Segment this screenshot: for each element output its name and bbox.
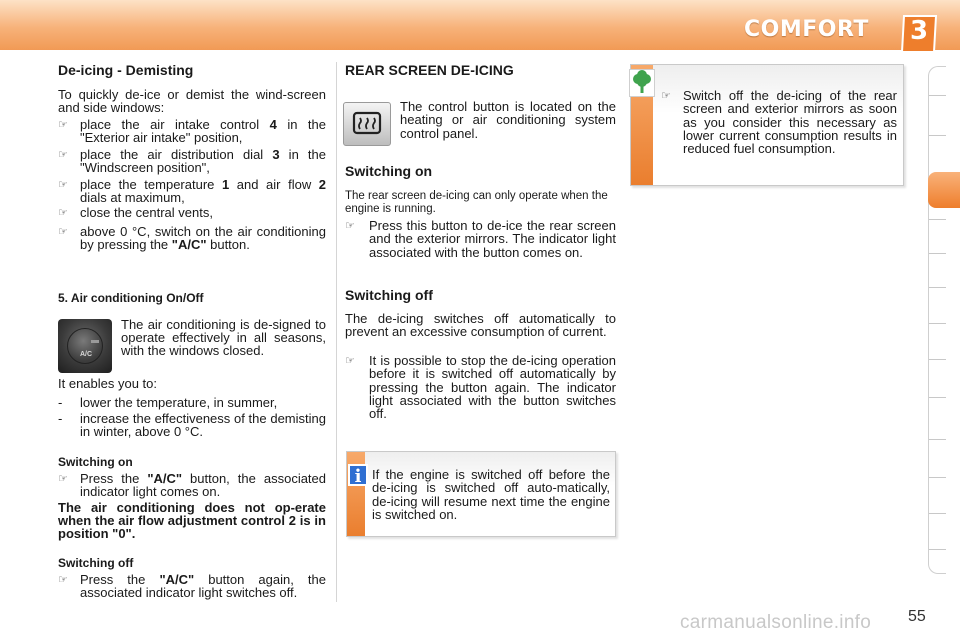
ac-section-title: 5. Air conditioning On/Off <box>58 291 204 305</box>
rear-defrost-icon <box>344 103 390 145</box>
tab-comfort-active[interactable] <box>928 172 960 208</box>
eco-tip-box <box>630 64 904 186</box>
chapter-tabs[interactable] <box>928 66 946 574</box>
chapter-badge <box>898 13 940 55</box>
tab-divider <box>929 95 946 96</box>
info-text: If the engine is switched off before the de-icing is switched off auto-matically, de-icing will resume next time the engine is switched on. <box>372 467 610 522</box>
tab-divider <box>929 253 946 254</box>
eco-box-body <box>653 65 903 185</box>
pointing-hand-icon: ☞ <box>58 225 68 238</box>
dash-item-lower-temp: lower the temperature, in summer, <box>80 395 278 410</box>
chapter-number: 3 <box>909 16 929 46</box>
pointing-hand-icon: ☞ <box>58 118 68 131</box>
press-defrost-bullet: Press this button to de-ice the rear screen and the exterior mirrors. The indicator light associated with the button comes on. <box>369 218 616 260</box>
bullet-distribution: place the air distribution dial 3 in the "Windscreen position", <box>80 147 326 176</box>
tab-divider <box>929 219 946 220</box>
pointing-hand-icon: ☞ <box>58 472 68 485</box>
left-switching-off-title: Switching off <box>58 556 134 570</box>
tab-divider <box>929 549 946 550</box>
chapter-title: COMFORT <box>744 17 869 42</box>
pointing-hand-icon: ☞ <box>58 178 68 191</box>
pointing-hand-icon: ☞ <box>58 148 68 161</box>
pointing-hand-icon: ☞ <box>58 573 68 586</box>
rear-defrost-button-image <box>343 102 391 146</box>
ac-description: The air conditioning is de-signed to operate effectively in all seasons, with the windows closed. <box>121 317 326 358</box>
column-separator <box>336 62 337 602</box>
bullet-air-intake: place the air intake control 4 in the "Exterior air intake" position, <box>80 117 326 146</box>
tab-divider <box>929 439 946 440</box>
stop-deicing-bullet: It is possible to stop the de-icing operation before it is switched off automatically by pressing the button again. The indicator light associated with the button switches off. <box>369 353 616 422</box>
pointing-hand-icon: ☞ <box>345 354 355 367</box>
tab-divider <box>929 359 946 360</box>
eco-tree-icon <box>629 69 655 97</box>
pointing-hand-icon: ☞ <box>58 206 68 219</box>
bullet-temperature: place the temperature 1 and air flow 2 dials at maximum, <box>80 177 327 206</box>
info-icon: i <box>348 464 368 486</box>
pointing-hand-icon: ☞ <box>661 89 671 102</box>
ac-button-image <box>58 319 112 373</box>
tab-divider <box>929 397 946 398</box>
ac-button-label: A/C <box>79 351 93 358</box>
left-switching-on-title: Switching on <box>58 455 133 469</box>
pointing-hand-icon: ☞ <box>345 219 355 232</box>
tab-divider <box>929 513 946 514</box>
page-number: 55 <box>908 608 926 625</box>
watermark: carmanualsonline.info <box>680 612 872 633</box>
auto-switch-off-text: The de-icing switches off automatically to prevent an excessive consumption of current. <box>345 311 616 340</box>
dash-item-demisting: increase the effectiveness of the demisting in winter, above 0 °C. <box>80 411 326 440</box>
tab-divider <box>929 323 946 324</box>
section-title-deicing: De-icing - Demisting <box>58 62 194 78</box>
dash-bullet: - <box>58 411 63 426</box>
section-title-rear-screen: REAR SCREEN DE-ICING <box>345 62 514 78</box>
left-switching-on-bullet: Press the "A/C" button, the associated indicator light comes on. <box>80 471 327 500</box>
middle-switching-off-title: Switching off <box>345 287 433 303</box>
middle-switching-on-title: Switching on <box>345 163 433 179</box>
ac-enables-text: It enables you to: <box>58 376 158 391</box>
ac-indicator-light <box>91 340 99 343</box>
intro-text: To quickly de-ice or demist the wind-screen and side windows: <box>58 87 326 116</box>
info-box-body <box>365 452 615 536</box>
tab-divider <box>929 135 946 136</box>
ac-button-face <box>67 328 103 364</box>
left-switching-off-bullet: Press the "A/C" button again, the associated indicator light switches off. <box>80 572 326 601</box>
eco-tip-text: Switch off the de-icing of the rear screen and exterior mirrors as soon as you consider this necessary as lower current consumption results in reduced fuel consumption. <box>683 88 897 157</box>
info-box <box>346 451 616 537</box>
dash-bullet: - <box>58 395 63 410</box>
bullet-ac-above-zero: above 0 °C, switch on the air conditioning by pressing the "A/C" button. <box>80 224 326 252</box>
tab-divider <box>929 287 946 288</box>
engine-running-note: The rear screen de-icing can only operate when the engine is running. <box>345 190 608 215</box>
control-location-text: The control button is located on the heating or air conditioning system control panel. <box>400 99 616 141</box>
ac-warning-text: The air conditioning does not op-erate when the air flow adjustment control 2 is in position "0". <box>58 500 326 541</box>
bullet-vents: close the central vents, <box>80 205 213 220</box>
tab-divider <box>929 477 946 478</box>
